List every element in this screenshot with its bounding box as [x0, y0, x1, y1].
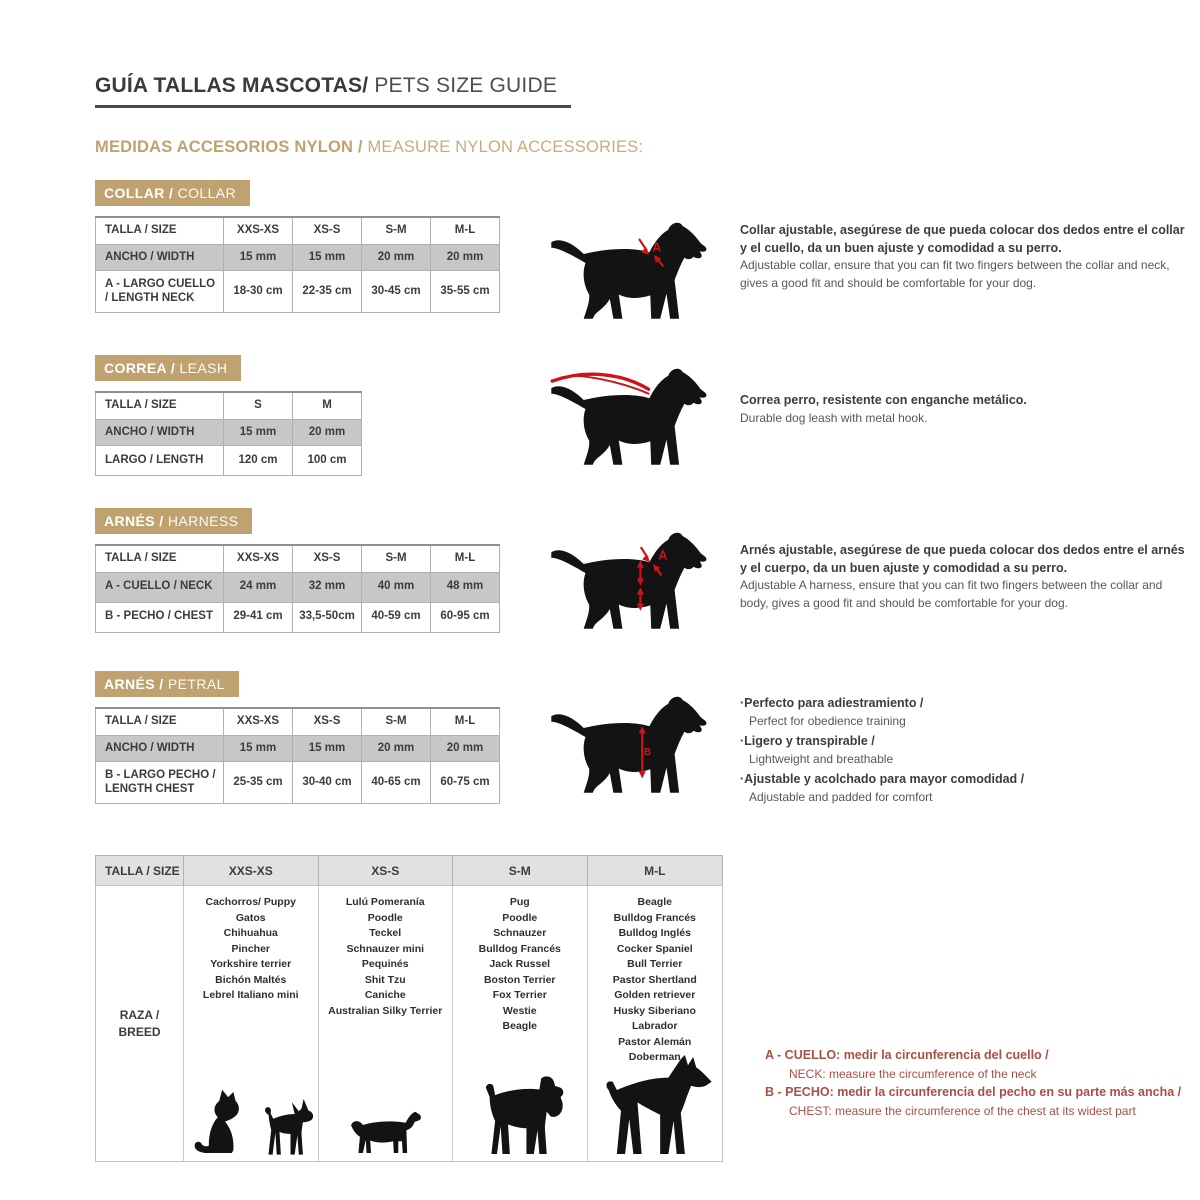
size-cell: 60-95 cm	[431, 602, 500, 632]
breed-item: Chihuahua	[223, 927, 278, 939]
breed-table-header-row	[95, 855, 723, 885]
harness-desc-en: Adjustable A harness, ensure that you can fit two fingers between the collar and body, gives a good fit and should be comfortable for your dog.	[740, 578, 1163, 610]
breed-item: Pequinés	[361, 958, 409, 970]
petral-dog-figure	[538, 692, 723, 800]
collar-width-row	[96, 244, 500, 271]
header-cell: TALLA / SIZE	[96, 545, 224, 572]
collar-size-table	[95, 216, 500, 313]
harness-measure-letter: A	[658, 548, 668, 563]
breed-item: Bulldog Francés	[478, 942, 561, 955]
note-neck-en: NECK: measure the circumference of the neck	[789, 1066, 1037, 1081]
breed-item: Shit Tzu	[364, 973, 406, 986]
dog-silhouette-petral	[538, 692, 723, 800]
breed-list-xxs-xs	[184, 886, 318, 1004]
breed-item: Caniche	[364, 989, 406, 1001]
row-label: B - LARGO PECHO / LENGTH CHEST	[96, 762, 224, 804]
collar-desc-en: Adjustable collar, ensure that you can fit two fingers between the collar and neck, gives a good fit and should be comfortable for your dog.	[740, 258, 1170, 290]
size-cell: 18-30 cm	[224, 271, 293, 313]
header-cell: S-M	[362, 217, 431, 244]
header-cell: TALLA / SIZE	[96, 217, 224, 244]
breed-item: Schnauzer	[493, 927, 547, 939]
header-cell: TALLA / SIZE	[96, 856, 184, 885]
cat-silhouette	[184, 1086, 244, 1156]
breed-column-xxs-xs	[184, 886, 319, 1161]
row-label: A - LARGO CUELLO / LENGTH NECK	[96, 271, 224, 313]
harness-chest-row	[96, 602, 500, 632]
breed-item: Lebrel Italiano mini	[202, 989, 299, 1001]
collar-section-badge	[95, 180, 250, 206]
harness-description	[740, 542, 1188, 612]
header-cell: M-L	[431, 545, 500, 572]
header-cell: XXS-XS	[224, 217, 293, 244]
harness-desc-es: Arnés ajustable, asegúrese de que pueda colocar dos dedos entre el arnés y el cuerpo, da un buen ajuste y comodidad a su perro.	[740, 543, 1185, 575]
harness-badge-es: ARNÉS /	[104, 513, 168, 529]
note-chest-en: CHEST: measure the circumference of the chest at its widest part	[789, 1103, 1136, 1118]
breed-item: Westie	[502, 1004, 537, 1017]
harness-dog-figure	[538, 528, 723, 636]
leash-section-badge	[95, 355, 241, 381]
harness-size-table	[95, 544, 500, 633]
size-cell: 24 mm	[224, 572, 293, 602]
petral-bullet-es: · Ajustable y acolchado para mayor comodidad /	[740, 770, 1188, 788]
breed-item: Cachorros/ Puppy	[205, 896, 296, 908]
size-cell: 30-40 cm	[293, 762, 362, 804]
header-cell: XS-S	[319, 856, 454, 885]
breed-animals-xxs-xs	[184, 1086, 318, 1156]
breed-item: Schnauzer mini	[346, 942, 425, 955]
size-cell: 33,5-50cm	[293, 602, 362, 632]
breed-item: Yorkshire terrier	[210, 958, 292, 970]
schnauzer-silhouette	[473, 1071, 567, 1156]
breed-item: Pastor Shertland	[612, 973, 697, 986]
header-cell: TALLA / SIZE	[96, 708, 224, 735]
leash-desc-es: Correa perro, resistente con enganche metálico.	[740, 393, 1027, 407]
size-cell: 15 mm	[293, 244, 362, 271]
petral-bullet-en: Lightweight and breathable	[749, 752, 894, 766]
doberman-silhouette	[596, 1055, 714, 1156]
breed-item: Australian Silky Terrier	[328, 1004, 443, 1017]
breed-item: Teckel	[369, 927, 402, 939]
size-cell: 22-35 cm	[293, 271, 362, 313]
breed-item: Doberman	[628, 1051, 681, 1063]
breed-item: Fox Terrier	[492, 989, 547, 1001]
petral-measure-letter: B	[644, 747, 652, 758]
size-cell: 40 mm	[362, 572, 431, 602]
collar-badge-en: COLLAR	[177, 185, 237, 201]
petral-section-badge	[95, 671, 239, 697]
collar-description	[740, 222, 1188, 292]
breed-row-label-es: RAZA /	[119, 1007, 160, 1022]
breed-column-m-l	[588, 886, 723, 1161]
breed-item: Beagle	[637, 896, 672, 908]
breed-animals-xs-s	[319, 1094, 453, 1156]
measurement-notes	[765, 1046, 1200, 1120]
leash-desc-en: Durable dog leash with metal hook.	[740, 410, 928, 425]
size-cell: 20 mm	[362, 735, 431, 762]
breed-item: Bull Terrier	[627, 958, 683, 970]
page-title-en: PETS SIZE GUIDE	[368, 74, 558, 97]
breed-item: Boston Terrier	[483, 973, 556, 986]
breed-item: Golden retriever	[614, 989, 696, 1001]
dog-silhouette-collar	[538, 218, 723, 326]
collar-desc-es: Collar ajustable, asegúrese de que pueda colocar dos dedos entre el collar y el cuello, da un buen ajuste y comodidad a su perro.	[740, 223, 1185, 255]
size-cell: 15 mm	[224, 735, 293, 762]
petral-chest-row	[96, 762, 500, 804]
page-subtitle-es: MEDIDAS ACCESORIOS NYLON /	[95, 138, 368, 156]
size-cell: 60-75 cm	[431, 762, 500, 804]
harness-section-badge	[95, 508, 252, 534]
size-cell: 20 mm	[293, 419, 362, 446]
header-cell: S	[224, 392, 293, 419]
breed-row-label	[96, 886, 184, 1161]
petral-bullet-es: · Ligero y transpirable /	[740, 732, 1188, 750]
dog-silhouette-leash	[538, 364, 723, 472]
dachshund-silhouette	[337, 1094, 433, 1156]
breed-item: Husky Siberiano	[613, 1004, 696, 1017]
breed-list-xs-s	[319, 886, 453, 1019]
breed-item: Beagle	[502, 1020, 537, 1032]
row-label: A - CUELLO / NECK	[96, 572, 224, 602]
header-cell: XXS-XS	[184, 856, 319, 885]
breed-item: Poodle	[367, 911, 403, 924]
size-cell: 20 mm	[362, 244, 431, 271]
leash-length-row	[96, 446, 362, 476]
breed-animals-s-m	[453, 1071, 587, 1156]
collar-table-header-row	[96, 217, 500, 244]
harness-table-header-row	[96, 545, 500, 572]
page-title-es: GUÍA TALLAS MASCOTAS/	[95, 74, 369, 97]
petral-size-table	[95, 707, 500, 804]
petral-table-header-row	[96, 708, 500, 735]
size-cell: 15 mm	[293, 735, 362, 762]
size-cell: 15 mm	[224, 419, 293, 446]
leash-dog-figure	[538, 364, 723, 472]
breed-item: Lulú Pomeranía	[345, 896, 425, 908]
size-cell: 29-41 cm	[224, 602, 293, 632]
petral-badge-es: ARNÉS /	[104, 676, 168, 692]
breed-row-label-en: BREED	[118, 1024, 161, 1039]
leash-size-table	[95, 391, 362, 476]
header-cell: TALLA / SIZE	[96, 392, 224, 419]
size-cell: 120 cm	[224, 446, 293, 476]
header-cell: S-M	[362, 545, 431, 572]
size-cell: 15 mm	[224, 244, 293, 271]
petral-bullet-en: Adjustable and padded for comfort	[749, 790, 933, 804]
breed-column-xs-s	[319, 886, 454, 1161]
breed-column-s-m	[453, 886, 588, 1161]
leash-table-header-row	[96, 392, 362, 419]
breed-animals-m-l	[588, 1055, 723, 1156]
size-cell: 32 mm	[293, 572, 362, 602]
breed-item: Poodle	[502, 911, 538, 924]
row-label: ANCHO / WIDTH	[96, 244, 224, 271]
size-cell: 100 cm	[293, 446, 362, 476]
breed-item: Bulldog Francés	[613, 911, 696, 924]
note-neck-es: A - CUELLO: medir la circunferencia del cuello /	[765, 1048, 1049, 1062]
breed-list-s-m	[453, 886, 587, 1035]
header-cell: M-L	[644, 864, 666, 878]
collar-badge-es: COLLAR /	[104, 185, 178, 201]
header-cell: XXS-XS	[224, 708, 293, 735]
petral-bullet-en: Perfect for obedience training	[749, 714, 906, 728]
header-cell: XS-S	[293, 708, 362, 735]
collar-measure-letter: A	[652, 240, 662, 255]
header-cell: M-L	[431, 217, 500, 244]
chihuahua-silhouette	[253, 1094, 317, 1156]
breed-size-table	[95, 855, 723, 1162]
collar-dog-figure	[538, 218, 723, 326]
breed-item: Jack Russel	[489, 958, 551, 970]
size-cell: 40-59 cm	[362, 602, 431, 632]
breed-item: Pug	[509, 896, 530, 908]
header-cell: XS-S	[293, 545, 362, 572]
leash-badge-en: LEASH	[179, 360, 228, 376]
petral-badge-en: PETRAL	[167, 676, 225, 692]
size-cell: 25-35 cm	[224, 762, 293, 804]
breed-item: Bichón Maltés	[215, 973, 287, 986]
row-label: ANCHO / WIDTH	[96, 419, 224, 446]
petral-feature-list	[740, 694, 1188, 808]
dog-silhouette-harness	[538, 528, 723, 636]
size-cell: 20 mm	[431, 735, 500, 762]
breed-list-m-l	[588, 886, 723, 1066]
row-label: ANCHO / WIDTH	[96, 735, 224, 762]
row-label: B - PECHO / CHEST	[96, 602, 224, 632]
petral-width-row	[96, 735, 500, 762]
breed-item: Pincher	[231, 942, 270, 955]
header-cell: S-M	[362, 708, 431, 735]
harness-badge-en: HARNESS	[167, 513, 239, 529]
size-cell: 20 mm	[431, 244, 500, 271]
leash-badge-es: CORREA /	[104, 360, 180, 376]
leash-description	[740, 392, 1188, 427]
page-subtitle	[95, 138, 643, 157]
page-title	[95, 74, 571, 108]
header-cell: XS-S	[293, 217, 362, 244]
size-cell: 40-65 cm	[362, 762, 431, 804]
header-cell: XXS-XS	[224, 545, 293, 572]
size-cell: 48 mm	[431, 572, 500, 602]
breed-item: Labrador	[631, 1020, 678, 1032]
page-subtitle-en: MEASURE NYLON ACCESSORIES:	[367, 138, 644, 156]
harness-neck-row	[96, 572, 500, 602]
leash-width-row	[96, 419, 362, 446]
breed-item: Cocker Spaniel	[616, 942, 693, 955]
collar-neck-row	[96, 271, 500, 313]
petral-bullet-es: · Perfecto para adiestramiento /	[740, 694, 1188, 712]
breed-table-body	[95, 885, 723, 1162]
breed-item: Bulldog Inglés	[618, 927, 691, 939]
size-cell: 35-55 cm	[431, 271, 500, 313]
size-cell: 30-45 cm	[362, 271, 431, 313]
header-cell: M	[293, 392, 362, 419]
header-cell: S-M	[453, 856, 588, 885]
header-cell: M-L	[431, 708, 500, 735]
breed-item: Gatos	[235, 911, 266, 924]
breed-item: Pastor Alemán	[618, 1035, 692, 1048]
note-chest-es: B - PECHO: medir la circunferencia del pecho en su parte más ancha /	[765, 1085, 1182, 1099]
row-label: LARGO / LENGTH	[96, 446, 224, 476]
